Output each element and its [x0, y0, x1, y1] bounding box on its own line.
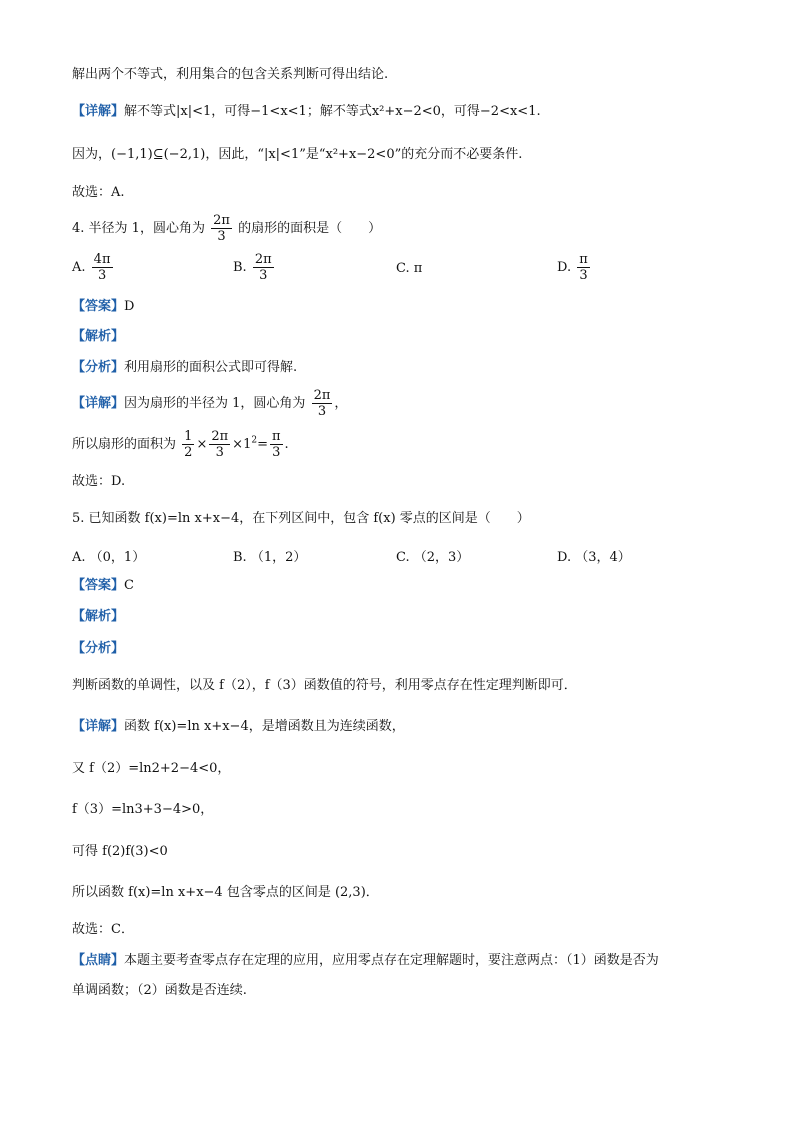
- q5-option-b: B. （1，2）: [233, 550, 307, 565]
- point-tag: 【点睛】: [72, 953, 125, 968]
- detail-text: 函数 f(x)=ln x+x−4，是增函数且为连续函数，: [124, 719, 405, 734]
- q4-stem-part-a: 4. 半径为 1，圆心角为: [72, 221, 205, 236]
- fraction-numerator: 2π: [254, 252, 272, 267]
- q4-option-b: [233, 252, 276, 283]
- fraction: [312, 388, 333, 419]
- fraction: [182, 429, 194, 460]
- q4-choice: 故选：D.: [72, 474, 126, 489]
- q4-analysis: [72, 359, 297, 377]
- q5-conclusion: 所以函数 f(x)=ln x+x−4 包含零点的区间是 (2,3)．: [72, 885, 379, 900]
- detail-tag: 【详解】: [72, 104, 125, 119]
- period: .: [284, 437, 289, 452]
- q3-choice: 故选：A.: [72, 185, 125, 200]
- fraction-numerator: 4π: [93, 252, 111, 267]
- q4-jiexi: [72, 328, 124, 346]
- fraction-numerator: 2π: [211, 429, 229, 444]
- fraction-denominator: 2: [184, 445, 193, 460]
- fraction-numerator: 2π: [213, 213, 230, 228]
- analysis-tag: 【分析】: [72, 641, 125, 656]
- fraction-denominator: 3: [97, 268, 107, 283]
- fraction: [209, 429, 230, 460]
- analysis-tag: 【分析】: [72, 360, 125, 375]
- q4-stem-part-b: 的扇形的面积是（ ）: [238, 221, 382, 236]
- area-text: 所以扇形的面积为: [72, 437, 177, 452]
- exponent: 2: [251, 435, 258, 446]
- option-label: C.: [396, 261, 410, 276]
- detail-tag: 【详解】: [72, 396, 125, 411]
- fraction: [270, 429, 283, 460]
- q5-analysis: 判断函数的单调性，以及 f（2），f（3）函数值的符号，利用零点存在性定理判断即可．: [72, 678, 577, 693]
- jiexi-tag: 【解析】: [72, 329, 125, 344]
- jiexi-tag: 【解析】: [72, 609, 125, 624]
- equals-sign: =: [257, 437, 268, 452]
- option-label: D.: [557, 260, 572, 275]
- answer-value: D: [124, 299, 135, 314]
- fraction-numerator: 2π: [313, 388, 331, 403]
- answer-tag: 【答案】: [72, 578, 125, 593]
- answer-tag: 【答案】: [72, 299, 125, 314]
- fraction: [577, 252, 590, 283]
- fraction-denominator: 3: [215, 445, 224, 460]
- q5-point: [72, 952, 659, 970]
- q4-answer: [72, 298, 134, 316]
- point-text: 本题主要考查零点存在定理的应用，应用零点存在定理解题时，要注意两点：（1）函数是否为: [124, 953, 659, 968]
- q5-point-continued: 单调函数；（2）函数是否连续.: [72, 983, 247, 998]
- fraction-numerator: π: [271, 429, 281, 444]
- q4-stem: [72, 213, 381, 244]
- fraction-denominator: 3: [317, 404, 327, 419]
- fraction-denominator: 3: [579, 268, 588, 283]
- q5-option-c: C. （2，3）: [396, 550, 470, 565]
- fraction: [211, 213, 232, 244]
- detail-tag: 【详解】: [72, 719, 125, 734]
- option-label: A.: [72, 260, 86, 275]
- fraction-denominator: 3: [272, 445, 281, 460]
- q4-option-a: [72, 252, 115, 283]
- times-sign: ×: [196, 437, 208, 452]
- fraction-denominator: 3: [259, 268, 268, 283]
- fraction-numerator: 1: [184, 429, 193, 444]
- q5-f2: 又 f（2）=ln2+2−4<0，: [72, 761, 231, 776]
- fraction-numerator: π: [579, 252, 588, 267]
- q5-option-a: A. （0，1）: [72, 550, 146, 565]
- answer-value: C: [124, 578, 134, 593]
- times-one: ×1: [232, 437, 252, 452]
- fraction: [92, 252, 113, 283]
- q5-detail: [72, 718, 405, 736]
- q5-stem: 5. 已知函数 f(x)=ln x+x−4，在下列区间中，包含 f(x) 零点的区间是（ ）: [72, 511, 530, 526]
- q5-choice: 故选：C．: [72, 922, 134, 937]
- q3-because: 因为，(−1,1)⊆(−2,1)，因此，“|x|<1”是“x²+x−2<0”的充分而不必要条件.: [72, 147, 523, 162]
- q4-option-d: [557, 252, 592, 283]
- q3-analysis-text: 解出两个不等式，利用集合的包含关系判断可得出结论.: [72, 67, 389, 82]
- detail-text: 因为扇形的半径为 1，圆心角为: [124, 396, 306, 411]
- q4-area: [72, 429, 289, 460]
- analysis-text: 利用扇形的面积公式即可得解.: [124, 360, 298, 375]
- q5-option-d: D. （3，4）: [557, 550, 631, 565]
- fraction: [253, 252, 274, 283]
- q4-detail: [72, 388, 347, 419]
- q3-detail-text: 解不等式|x|<1，可得−1<x<1；解不等式x²+x−2<0，可得−2<x<1.: [124, 104, 541, 119]
- q3-detail: [72, 103, 541, 121]
- option-label: B.: [233, 260, 247, 275]
- q5-jiexi: [72, 608, 124, 626]
- q5-product: 可得 f(2)f(3)<0: [72, 844, 168, 859]
- q5-f3: f（3）=ln3+3−4>0，: [72, 802, 214, 817]
- q4-option-c: [396, 261, 422, 276]
- fraction-denominator: 3: [217, 229, 226, 244]
- option-value: π: [413, 261, 423, 276]
- q5-analysis-heading: [72, 640, 124, 658]
- detail-punct: ，: [334, 396, 348, 411]
- q5-answer: [72, 577, 134, 595]
